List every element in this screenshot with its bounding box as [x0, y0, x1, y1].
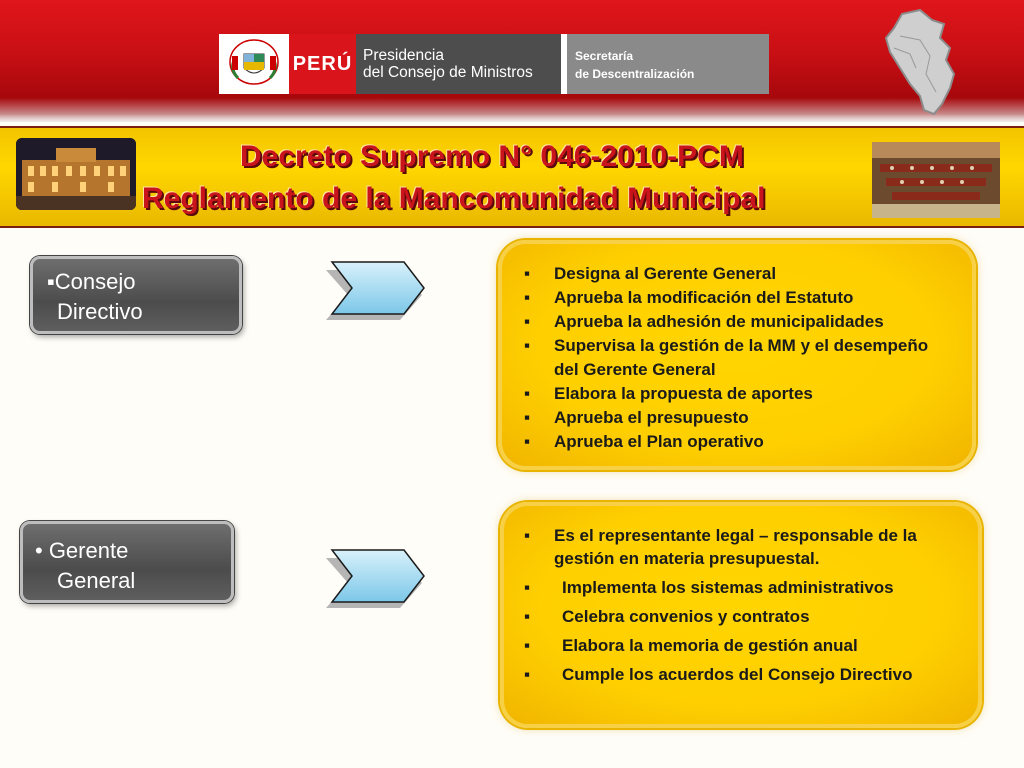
header-banner — [0, 0, 1024, 122]
chevron-arrow-icon — [322, 258, 426, 324]
logo-pres-line2: del Consejo de Ministros — [363, 64, 533, 81]
gerente-label-line1: • Gerente — [35, 538, 129, 563]
logo-presidencia — [356, 34, 561, 94]
coat-of-arms-icon — [219, 34, 289, 94]
peru-map-icon — [880, 8, 960, 118]
consejo-label-line2: Directivo — [57, 299, 143, 324]
logo-peru-text: PERÚ — [289, 34, 356, 94]
list-item: ▪ Elabora la memoria de gestión anual — [524, 634, 958, 657]
gerente-functions-box — [500, 502, 982, 728]
logo-pres-line1: Presidencia — [363, 47, 444, 64]
list-item: ▪ Implementa los sistemas administrativos — [524, 576, 958, 599]
congress-photo — [872, 142, 1000, 218]
consejo-functions-list — [524, 262, 952, 454]
logo-sec-line2: de Descentralización — [575, 67, 695, 81]
gerente-label-line2: General — [57, 568, 136, 593]
list-item: ▪ Es el representante legal – responsable de la gestión en materia presupuestal. — [524, 524, 958, 570]
chevron-arrow-icon — [322, 546, 426, 612]
list-item: ▪ Aprueba la modificación del Estatuto — [524, 286, 952, 310]
title-band — [0, 126, 1024, 228]
consejo-directivo-box — [30, 256, 242, 334]
list-item: ▪ Designa al Gerente General — [524, 262, 952, 286]
list-item: ▪ Elabora la propuesta de aportes — [524, 382, 952, 406]
list-item: ▪ Aprueba el presupuesto — [524, 406, 952, 430]
consejo-functions-box — [498, 240, 976, 470]
pcm-logo — [219, 34, 769, 94]
gerente-functions-list — [524, 524, 958, 686]
title-line2: Reglamento de la Mancomunidad Municipal — [142, 182, 766, 215]
logo-sec-line1: Secretaría — [575, 49, 634, 63]
list-item: ▪ Supervisa la gestión de la MM y el desempeño del Gerente General — [524, 334, 952, 382]
list-item: ▪ Celebra convenios y contratos — [524, 605, 958, 628]
list-item: ▪ Aprueba el Plan operativo — [524, 430, 952, 454]
list-item: ▪ Cumple los acuerdos del Consejo Directivo — [524, 663, 958, 686]
gerente-general-box — [20, 521, 234, 603]
logo-secretaria — [567, 34, 769, 94]
list-item: ▪ Aprueba la adhesión de municipalidades — [524, 310, 952, 334]
palace-photo — [16, 138, 136, 210]
consejo-label-line1: ▪Consejo — [47, 269, 136, 294]
title-line1: Decreto Supremo N° 046-2010-PCM — [240, 140, 744, 173]
